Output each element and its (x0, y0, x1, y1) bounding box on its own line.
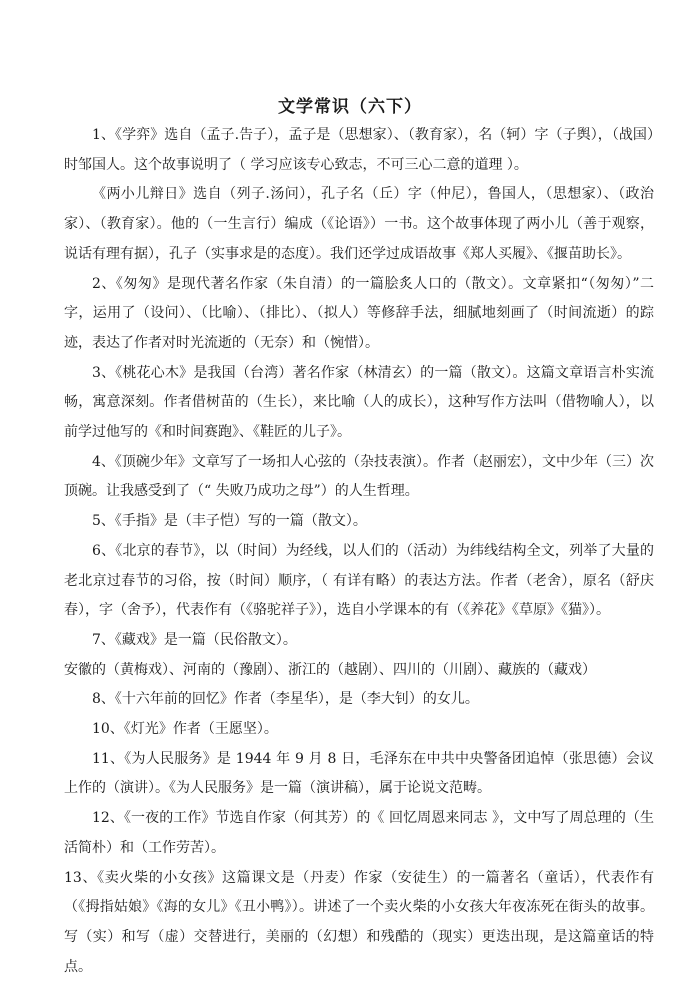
page-title: 文学常识（六下） (278, 97, 422, 117)
document-body (64, 121, 654, 982)
paragraph-taohuaxinmu: 3、《桃花心木》是我国（台湾）著名作家（林清玄）的一篇（散文）。这篇文章语言朴实流畅，寓意深刻。作者借树苗的（生长），来比喻（人的成长），这种写作方法叫（借物喻人），以前学过他写的《和时间赛跑》、《鞋匠的儿子》。 (64, 364, 654, 441)
paragraph-congcong: 2、《匆匆》是现代著名作家（朱自清）的一篇脍炙人口的（散文）。文章紧扣“（匆匆）”二字，运用了（设问）、（比喻）、（排比）、（拟人）等修辞手法，细腻地刻画了（时间流逝）的踪迹，表达了作者对时光流逝的（无奈）和（惋惜）。 (64, 275, 654, 351)
paragraph-chunjie: 6、《北京的春节》，以（时间）为经线，以人们的（活动）为纬线结构全文，列举了大量的老北京过春节的习俗，按（时间）顺序，（ 有详有略）的表达方法。作者（老舍），原名（舒庆春），字（舍予），代表作有（《骆驼祥子》），选自小学课本的有（《养花》《草原》《猫》）。 (64, 542, 654, 619)
paragraph-operas: 安徽的（黄梅戏）、河南的（豫剧）、浙江的（越剧）、四川的（川剧）、藏族的（藏戏） (64, 661, 596, 678)
paragraph-dingwan: 4、《顶碗少年》文章写了一场扣人心弦的（杂技表演）。作者（赵丽宏），文中少年（三）次顶碗。让我感受到了（“ 失败乃成功之母”）的人生哲理。 (64, 453, 654, 500)
paragraph-xueyi: 1、《学弈》选自（孟子.告子），孟子是（思想家）、（教育家），名（轲）字（子舆），（战国）时邹国人。这个故事说明了（ 学习应该专心致志，不可三心二意的道理 ）。 (64, 127, 654, 173)
paragraph-zangxi: 7、《藏戏》是一篇（民俗散文）。 (92, 631, 297, 648)
paragraph-shouzhi: 5、《手指》是（丰子恺）写的一篇（散文）。 (92, 513, 367, 530)
paragraph-maihuochai: 13、《卖火柴的小女孩》这篇课文是（丹麦）作家（安徒生）的一篇著名（童话），代表作有（《拇指姑娘》《海的女儿》《丑小鸭》）。讲述了一个卖火柴的小女孩大年夜冻死在街头的故事。写（实）和写（虚）交替进行，美丽的（幻想）和残酷的（现实）更迭出现，是这篇童话的特点。 (64, 869, 654, 975)
paragraph-huiyi: 8、《十六年前的回忆》作者（李星华），是（李大钊）的女儿。 (92, 691, 479, 708)
paragraph-yiye: 12、《一夜的工作》节选自作家（何其芳）的《 回忆周恩来同志 》，文中写了周总理的（生活简朴）和（工作劳苦）。 (64, 810, 654, 856)
paragraph-weirenmin: 11、《为人民服务》是 1944 年 9 月 8 日，毛泽东在中共中央警备团追悼（张思德）会议上作的（演讲）。《为人民服务》是一篇（演讲稿），属于论说文范畴。 (64, 750, 654, 797)
paragraph-liangxiaoer: 《两小儿辩日》选自（列子.汤问），孔子名（丘）字（仲尼），鲁国人，（思想家）、（政治家）、（教育家）。他的（一生言行）编成（《论语》）一书。这个故事体现了两小儿（善于观察，说话有理有据），孔子（实事求是的态度）。我们还学过成语故事《郑人买履》、《揠苗助长》。 (64, 186, 654, 262)
paragraph-dengguang: 10、《灯光》作者（王愿坚）。 (92, 721, 278, 738)
